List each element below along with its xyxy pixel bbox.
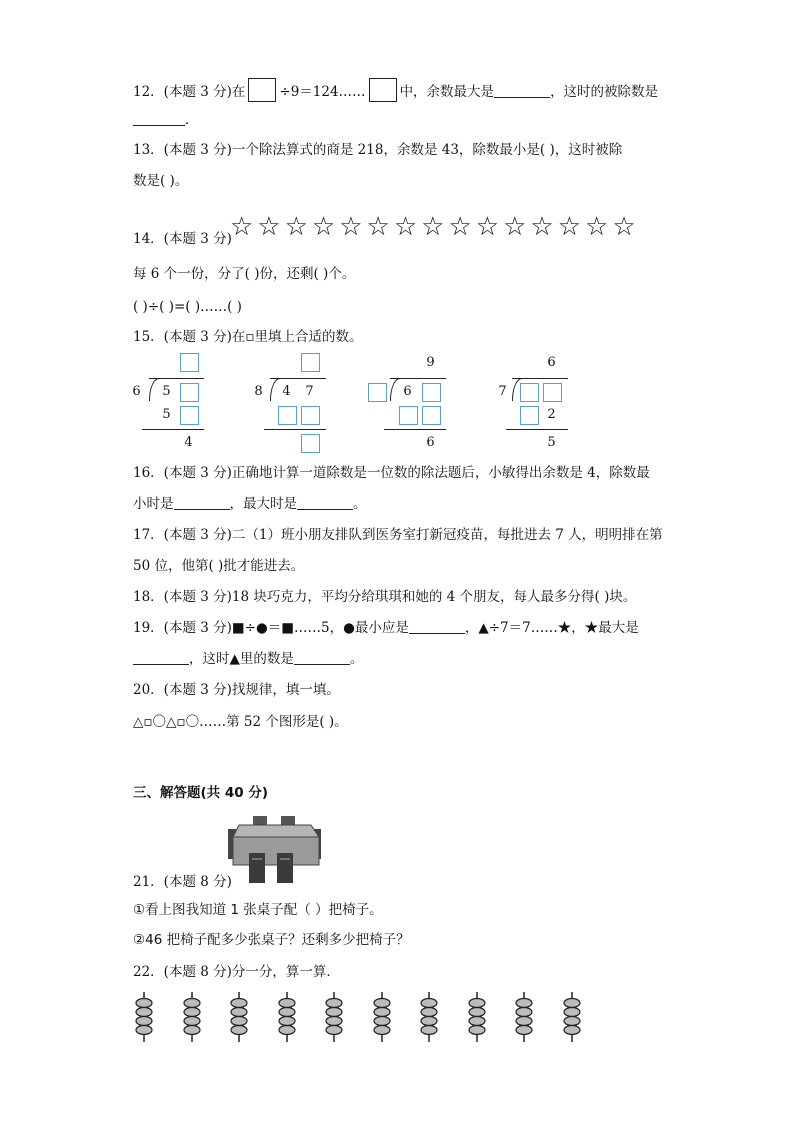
quotient-digit: 6 — [547, 355, 556, 370]
bead-string — [133, 992, 155, 1042]
answer-box[interactable] — [422, 383, 441, 402]
remainder: 6 — [426, 435, 435, 450]
question-18: 18．(本题 3 分)18 块巧克力，平均分给琪琪和她的 4 个朋友，每人最多分得( )块。 — [133, 589, 637, 605]
q19-text2: ，▲÷7＝7……★，★最大是 — [464, 620, 639, 636]
divisor: 8 — [254, 384, 263, 399]
bead-string — [466, 992, 488, 1042]
q16-end: 。 — [353, 496, 367, 512]
question-19-line2 — [133, 649, 363, 669]
q12-suffix: 中，余数最大是 — [399, 84, 495, 100]
division-bar — [390, 378, 446, 379]
stars-row: ☆☆☆☆☆☆☆☆☆☆☆☆☆☆☆ — [230, 212, 640, 242]
q16-text: 小时是 — [133, 496, 174, 512]
question-20: 20．(本题 3 分)找规律，填一填。 — [133, 682, 340, 698]
question-12 — [133, 78, 658, 102]
question-13-line2: 数是( )。 — [133, 173, 189, 189]
dividend-digit: 4 — [282, 384, 291, 399]
q12-end: ． — [185, 112, 199, 128]
chair-front — [249, 853, 265, 883]
table-chairs-image — [225, 815, 325, 885]
division-bar — [149, 378, 204, 379]
answer-blank[interactable] — [409, 619, 465, 634]
answer-box[interactable] — [180, 353, 199, 372]
bead-string — [513, 992, 535, 1042]
subtract-line — [142, 429, 204, 430]
question-21-line1: ①看上图我知道 1 张桌子配（ ）把椅子。 — [133, 902, 383, 918]
question-12-line2 — [133, 110, 199, 130]
answer-blank[interactable] — [297, 495, 353, 510]
remainder: 5 — [547, 435, 556, 450]
answer-box[interactable] — [180, 383, 199, 402]
answer-blank[interactable] — [174, 495, 230, 510]
q19-text: 19．(本题 3 分)■÷●＝■……5，●最小应是 — [133, 620, 409, 636]
question-13: 13．(本题 3 分)一个除法算式的商是 218，余数是 43，除数最小是( )，这时被除 — [133, 142, 623, 158]
bead-string — [181, 992, 203, 1042]
question-17: 17．(本题 3 分)二（1）班小朋友排队到医务室打新冠疫苗，每批进去 7 人，明明排在第 — [133, 527, 663, 543]
answer-box[interactable] — [301, 434, 320, 453]
product-digit: 2 — [547, 407, 556, 422]
table-top — [233, 825, 319, 837]
bead-string — [276, 992, 298, 1042]
remainder: 4 — [184, 435, 193, 450]
q19-text3: ，这时▲里的数是 — [189, 651, 294, 667]
question-15: 15．(本题 3 分)在▫里填上合适的数。 — [133, 329, 363, 345]
answer-box[interactable] — [520, 406, 539, 425]
divisor: 7 — [498, 384, 507, 399]
answer-blank[interactable] — [133, 111, 185, 126]
long-division-1 — [128, 352, 238, 452]
product-digit: 5 — [162, 407, 171, 422]
answer-box[interactable] — [368, 383, 387, 402]
question-14: 14．(本题 3 分) — [133, 231, 232, 247]
q12-text: 12．(本题 3 分)在 — [133, 84, 246, 100]
bead-string — [561, 992, 583, 1042]
answer-box[interactable] — [248, 78, 276, 102]
answer-blank[interactable] — [133, 650, 189, 665]
quotient-digit: 9 — [426, 355, 435, 370]
answer-blank[interactable] — [294, 650, 350, 665]
answer-blank[interactable] — [494, 83, 550, 98]
q19-end: 。 — [349, 651, 364, 667]
table-cloth — [233, 837, 319, 865]
answer-box[interactable] — [422, 406, 441, 425]
long-division-2 — [250, 352, 360, 452]
division-bar — [270, 378, 326, 379]
subtract-line — [264, 429, 326, 430]
answer-box[interactable] — [369, 78, 397, 102]
answer-box[interactable] — [301, 406, 320, 425]
dividend-digit: 5 — [162, 384, 171, 399]
question-14-line2: ( )÷( )=( )……( ) — [133, 299, 242, 315]
question-22: 22．(本题 8 分)分一分，算一算． — [133, 964, 340, 980]
question-21: 21．(本题 8 分) — [133, 874, 232, 890]
answer-box[interactable] — [520, 383, 539, 402]
bead-string — [371, 992, 393, 1042]
division-bar — [512, 378, 568, 379]
question-17-line2: 50 位，他第( )批才能进去。 — [133, 558, 305, 574]
divisor: 6 — [132, 384, 141, 399]
q12-mid: ÷9＝124…… — [279, 84, 366, 100]
dividend-digit: 7 — [305, 384, 314, 399]
question-16: 16．(本题 3 分)正确地计算一道除数是一位数的除法题后，小敏得出余数是 4，除数最 — [133, 465, 650, 481]
bead-string — [228, 992, 250, 1042]
question-14-line1: 每 6 个一份，分了( )份，还剩( )个。 — [133, 266, 356, 282]
question-21-line2: ②46 把椅子配多少张桌子？还剩多少把椅子？ — [133, 932, 410, 948]
q12-suffix2: ，这时的被除数是 — [550, 84, 659, 100]
question-20-line2: △▫〇△▫〇……第 52 个图形是( )。 — [133, 714, 348, 730]
long-division-4 — [494, 352, 604, 452]
subtract-line — [506, 429, 568, 430]
answer-box[interactable] — [399, 406, 418, 425]
dividend-digit: 6 — [403, 384, 412, 399]
q16-text2: ，最大时是 — [229, 496, 297, 512]
answer-box[interactable] — [180, 406, 199, 425]
section-title: 三、解答题(共 40 分) — [133, 785, 269, 801]
subtract-line — [384, 429, 446, 430]
answer-box[interactable] — [278, 406, 297, 425]
answer-box[interactable] — [301, 353, 320, 372]
question-16-line2 — [133, 494, 367, 514]
answer-box[interactable] — [543, 383, 562, 402]
bead-string — [323, 992, 345, 1042]
long-division-3 — [366, 352, 476, 452]
question-19 — [133, 618, 639, 638]
chair-front — [277, 853, 293, 883]
bead-string — [418, 992, 440, 1042]
